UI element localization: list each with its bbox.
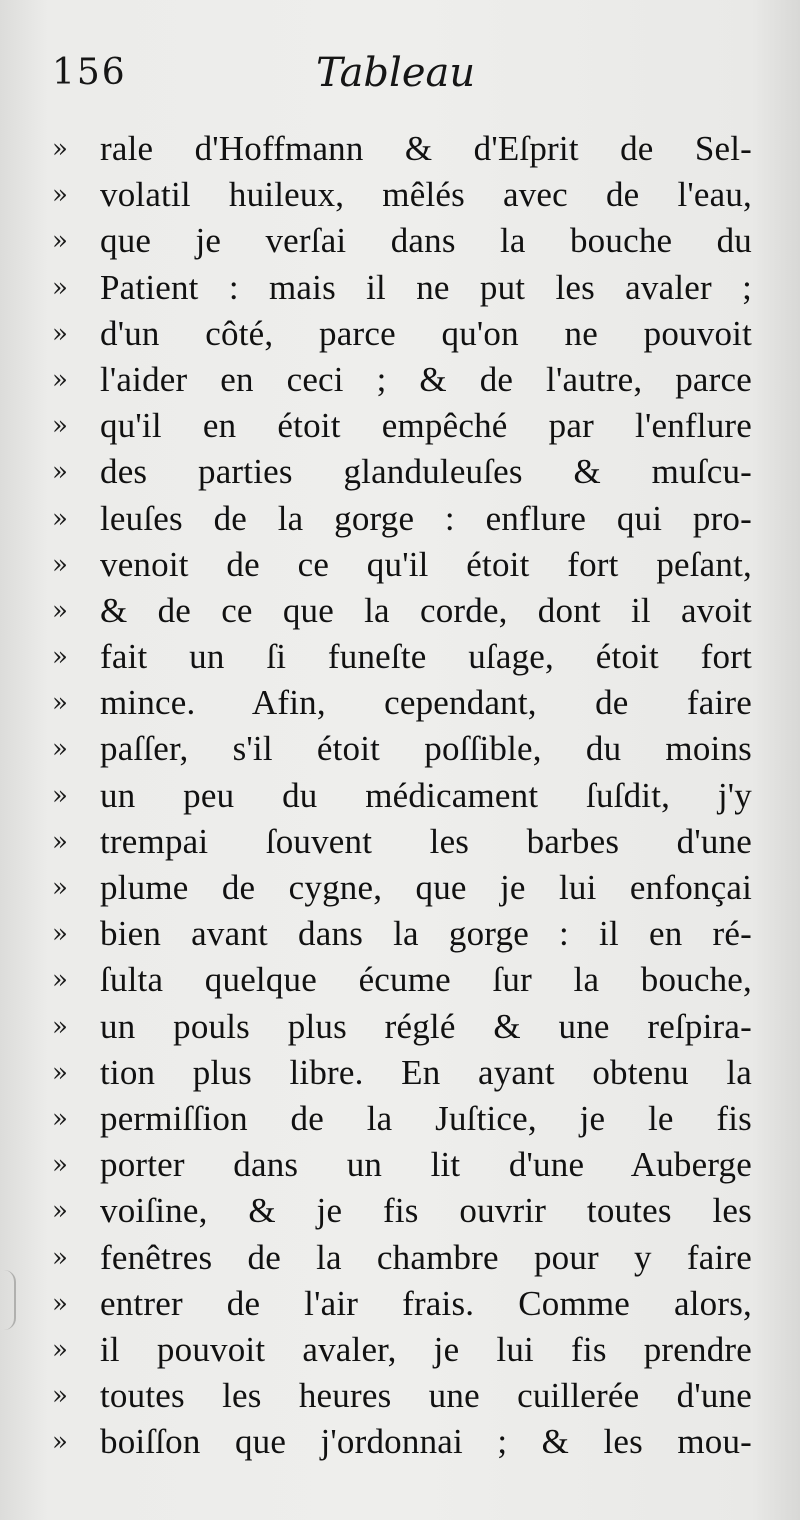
line-text: Patient : mais il ne put les avaler ;	[100, 267, 752, 307]
line-text: tion plus libre. En ayant obtenu la	[100, 1052, 752, 1092]
quote-mark: »	[52, 180, 68, 211]
line-text: leuſes de la gorge : enflure qui pro-	[100, 498, 752, 538]
line-text: rale d'Hoffmann & d'Eſprit de Sel-	[100, 129, 752, 168]
text-line	[52, 819, 752, 865]
text-line	[52, 357, 752, 403]
quote-mark: »	[52, 226, 68, 257]
quote-mark: »	[52, 965, 68, 996]
quote-mark: »	[52, 1103, 68, 1134]
page-edge-mark	[4, 1270, 16, 1330]
line-text: il pouvoit avaler, je lui fis prendre	[100, 1329, 752, 1369]
text-line	[52, 1188, 752, 1234]
line-text: ſulta quelque écume ſur la bouche,	[100, 960, 752, 1000]
quote-mark: »	[52, 272, 68, 303]
line-text: plume de cygne, que je lui enfonçai	[100, 868, 752, 907]
line-text: des parties glanduleuſes & muſcu-	[100, 452, 752, 492]
quote-mark: »	[52, 873, 68, 903]
quote-mark: »	[52, 134, 68, 164]
body-text	[52, 126, 752, 1465]
text-line	[52, 1142, 752, 1188]
quote-mark: »	[52, 503, 68, 534]
line-text: volatil huileux, mêlés avec de l'eau,	[100, 175, 752, 215]
line-text: un peu du médicament ſuſdit, j'y	[100, 775, 752, 815]
line-text: l'aider en ceci ; & de l'autre, parce	[100, 359, 752, 399]
quote-mark: »	[52, 734, 68, 765]
page-number: 156	[52, 52, 127, 93]
line-text: fait un ſi funeſte uſage, étoit fort	[100, 637, 752, 677]
line-text: trempai ſouvent les barbes d'une	[100, 821, 752, 861]
text-line	[52, 1419, 752, 1465]
line-text: paſſer, s'il étoit poſſible, du moins	[100, 729, 752, 769]
quote-mark: »	[52, 780, 68, 811]
text-line	[52, 265, 752, 311]
line-text: d'un côté, parce qu'on ne pouvoit	[100, 313, 752, 353]
quote-mark: »	[52, 642, 68, 673]
running-head	[52, 48, 752, 108]
text-line	[52, 449, 752, 495]
text-line	[52, 218, 752, 264]
quote-mark: »	[52, 1427, 68, 1458]
line-text: toutes les heures une cuillerée d'une	[100, 1376, 752, 1416]
line-text: mince. Afin, cependant, de faire	[100, 683, 752, 723]
quote-mark: »	[52, 318, 68, 349]
quote-mark: »	[52, 826, 68, 857]
line-text: & de ce que la corde, dont il avoit	[100, 590, 752, 630]
text-line	[52, 1327, 752, 1373]
text-line	[52, 726, 752, 772]
quote-mark: »	[52, 1381, 68, 1412]
quote-mark: »	[52, 411, 68, 442]
text-line	[52, 865, 752, 911]
text-line	[52, 126, 752, 172]
line-text: venoit de ce qu'il étoit fort peſant,	[100, 544, 752, 584]
text-line	[52, 773, 752, 819]
line-text: fenêtres de la chambre pour y faire	[100, 1237, 752, 1277]
quote-mark: »	[52, 688, 68, 719]
quote-mark: »	[52, 1288, 68, 1319]
line-text: boiſſon que j'ordonnai ; & les mou-	[100, 1422, 752, 1462]
text-line	[52, 311, 752, 357]
text-line	[52, 1050, 752, 1096]
quote-mark: »	[52, 1011, 68, 1042]
text-line	[52, 1281, 752, 1327]
text-line	[52, 403, 752, 449]
text-line	[52, 911, 752, 957]
text-line	[52, 634, 752, 680]
quote-mark: »	[52, 1334, 68, 1365]
line-text: permiſſion de la Juſtice, je le fis	[100, 1098, 752, 1138]
quote-mark: »	[52, 457, 68, 488]
quote-mark: »	[52, 549, 68, 580]
quote-mark: »	[52, 1057, 68, 1088]
text-line	[52, 542, 752, 588]
line-text: que je verſai dans la bouche du	[100, 221, 752, 261]
line-text: voiſine, & je fis ouvrir toutes les	[100, 1191, 752, 1231]
text-line	[52, 1235, 752, 1281]
line-text: qu'il en étoit empêché par l'enflure	[100, 406, 752, 446]
quote-mark: »	[52, 595, 68, 626]
line-text: bien avant dans la gorge : il en ré-	[100, 914, 752, 954]
line-text: un pouls plus réglé & une reſpira-	[100, 1006, 752, 1046]
quote-mark: »	[52, 919, 68, 950]
quote-mark: »	[52, 1196, 68, 1227]
line-text: porter dans un lit d'une Auberge	[100, 1145, 752, 1185]
text-line	[52, 957, 752, 1003]
text-line	[52, 172, 752, 218]
quote-mark: »	[52, 364, 68, 395]
line-text: entrer de l'air frais. Comme alors,	[100, 1283, 752, 1323]
text-line	[52, 1096, 752, 1142]
quote-mark: »	[52, 1242, 68, 1273]
quote-mark: »	[52, 1150, 68, 1181]
text-line	[52, 1004, 752, 1050]
running-title: Tableau	[316, 50, 476, 96]
text-line	[52, 1373, 752, 1419]
text-line	[52, 496, 752, 542]
text-line	[52, 680, 752, 726]
text-line	[52, 588, 752, 634]
